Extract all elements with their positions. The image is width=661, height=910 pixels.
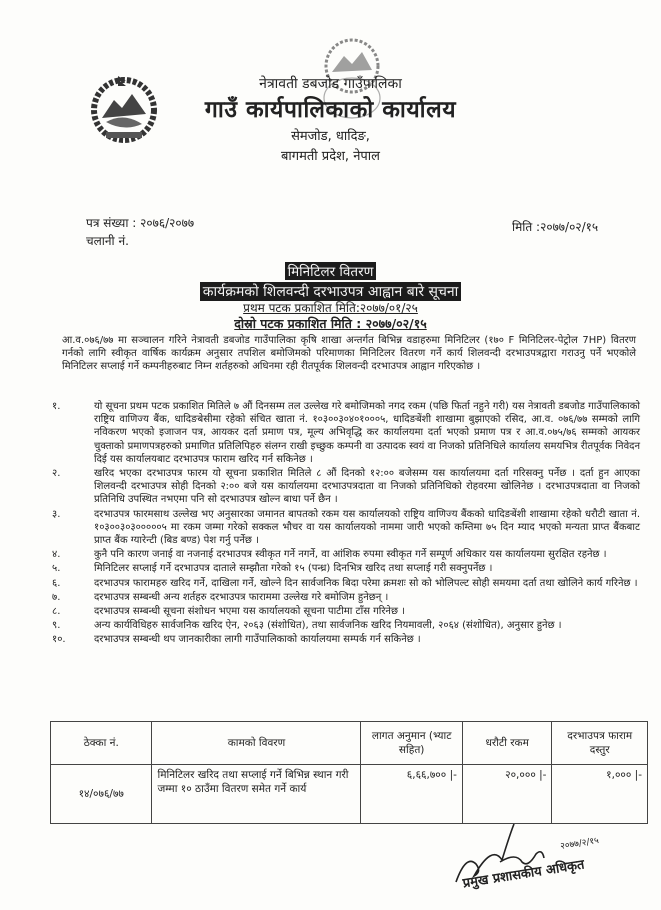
table-header-row [51, 722, 648, 765]
header-deposit: धरौटी रकम [462, 722, 552, 765]
table-row [51, 765, 648, 824]
condition-item: ८. दरभाउपत्र सम्बन्धी सूचना संशोधन भएमा यस कार्यालयको सूचना पाटीमा टाँस गरिनेछ । [52, 606, 405, 618]
cell-form-fee: १,००० |- [552, 765, 648, 824]
letter-number: पत्र संख्या : २०७६/२०७७ [86, 216, 195, 230]
notice-intro: आ.व.०७६/७७ मा सञ्चालन गरिने नेत्रावती डबजोड गाउँपालिका कृषि शाखा अन्तर्गत बिभिन्न वडाहरुमा मिनिटिलर (१७० F मिनिटिलर-पेट्रोल 7HP) वितरण गर्नको लागि स्वीकृत वार्षिक कार्यक्रम अनुसार तपशिल बमोजिमको परिमाणका मिनिटिलर वितरण गर्ने कार्य शिलवन्दी दरभाउपत्रद्वारा गराउनु पर्ने भएकोले मिनिटिलर सप्लाई गर्ने कम्पनीहरुबाट निम्न शर्तहरुको अधिनमा रही रीतपूर्वक शिलवन्दी दरभाउपत्र आह्वान गरिएकोछ । [62, 335, 636, 372]
condition-item: ५. मिनिटिलर सप्लाई गर्ने दरभाउपत्र दाताले सम्झौता गरेको १५ (पन्ध्र) दिनभित्र खरिद तथा सप्लाई गरी सक्नुपर्नेछ । [52, 563, 493, 575]
header-form-fee: दरभाउपत्र फाराम दस्तुर [552, 722, 648, 765]
signatory-title: प्रमुख प्रशासकीय अधिकृत [461, 857, 586, 892]
notice-title-line2: कार्यक्रमको शिलवन्दी दरभाउपत्र आह्वान बारे सूचना [0, 282, 661, 301]
header-work-description: कामको विवरण [152, 722, 361, 765]
header-contract-no: ठेक्का नं. [51, 722, 152, 765]
condition-item: १. यो सूचना प्रथम पटक प्रकाशित मितिले ७ औं दिनसम्म तल उल्लेख गरे बमोजिमको नगद रकम (पछि फिर्ता नहुने गरी) यस नेत्रावती डबजोड गाउँपालिकाको राष्ट्रिय वाणिज्य बैंक, धादिङबेसीमा रहेको संचित खाता नं. १०३००३०४०१०००५, धादिङबेंशी शाखामा बुझाएको रसिद, आ.व. ०७६/७७ सम्मको लागि नविकरण भएको इजाजन पत्र, आयकर दर्ता प्रमाण पत्र, मूल्य अभिवृद्धि कर कार्यालयमा दर्ता भएको प्रमाण पत्र र आ.व.०७५/७६ सम्मको आयकर चुक्ताको प्रमाणपत्रहरुको प्रमाणित प्रतिलिपिहरु संलग्न राखी इच्छुक कम्पनी वा उत्पादक स्वयं वा निजको प्रतिनिधिले कार्यालय समयभित्र रीतपूर्वक निवेदन दिई यस कार्यालयबाट दरभाउपत्र फाराम खरिद गर्न सकिनेछ । [52, 401, 641, 465]
tender-table [50, 721, 648, 824]
condition-item: ६. दरभाउपत्र फारामहरु खरिद गर्ने, दाखिला गर्ने, खोल्ने दिन सार्वजनिक बिदा परेमा क्रमशः सो को भोलिपल्ट सोही समयमा दर्ता तथा खोलिने कार्य गरिनेछ । [52, 577, 638, 589]
condition-item: ३. दरभाउपत्र फारमसाथ उल्लेख भए अनुसारका जमानत बापतको रकम यस कार्यालयको राष्ट्रिय वाणिज्य बैंकको धादिङबेंशी शाखामा रहेको धरौटी खाता नं. १०३००३०३०००००५ मा रकम जम्मा गरेको सक्कल भौचर वा यस कार्यालयको नाममा जारी भएको कम्तिमा ७५ दिन म्याद भएको मन्यता प्राप्त बैंकबाट प्राप्त बैंक ग्यारेन्टी (बिड बण्ड) पेश गर्नु पर्नेछ । [52, 508, 640, 547]
signature-date: २०७७/२/१५ [559, 836, 600, 852]
second-published-date: दोस्रो पटक प्रकाशित मिति : २०७७/०२/१५ [234, 316, 427, 331]
dispatch-number: चलानी नं. [86, 234, 129, 248]
condition-item: ९. अन्य कार्यविधिहरु सार्वजनिक खरिद ऐन, २०६३ (संशोधित), तथा सार्वजनिक खरिद नियमावली, २०६४ (संशोधित), अनुसार हुनेछ । [52, 620, 562, 632]
office-name: गाउँ कार्यपालिकाको कार्यालय [204, 97, 457, 123]
conditions-list [48, 400, 640, 648]
condition-item: ७. दरभाउपत्र सम्बन्धी अन्य शर्तहरु दरभाउपत्र फाराममा उल्लेख गरे बमोजिम हुनेछन् । [52, 591, 389, 603]
letter-date: मिति :२०७७/०२/१५ [512, 220, 599, 234]
cell-deposit: २०,००० |- [462, 765, 552, 824]
condition-item: ४. कुनै पनि कारण जनाई वा नजनाई दरभाउपत्र स्वीकृत गर्ने नगर्ने, वा आंशिक रुपमा स्वीकृत गर्ने सम्पूर्ण अधिकार यस कार्यालयमा सुरक्षित रहनेछ । [52, 549, 607, 561]
office-province: बागमती प्रदेश, नेपाल [281, 149, 380, 164]
cell-contract-no: १४/०७६/७७ [51, 765, 152, 824]
header-cost-estimate: लागत अनुमान (भ्याट सहित) [361, 722, 462, 765]
cell-cost-estimate: ६,६६,७०० |- [361, 765, 462, 824]
municipality-name: नेत्रावती डबजोड गाउँपालिका [259, 76, 402, 92]
cell-work-description: मिनिटिलर खरिद तथा सप्लाई गर्ने बिभिन्न स्थान गरी जम्मा १० ठाउँमा वितरण समेत गर्ने कार्य [152, 765, 361, 824]
notice-title-line1: मिनिटिलर वितरण [0, 262, 661, 280]
condition-item: २. खरिद भएका दरभाउपत्र फारम यो सूचना प्रकाशित मितिले ८ औं दिनको १२:०० बजेसम्म यस कार्यालयमा दर्ता गरिसक्नु पर्नेछ । दर्ता हुन आएका शिलवन्दी दरभाउपत्र सोही दिनको २:०० बजे यस कार्यालयमा दरभाउपत्रदाता वा निजको प्रतिनिधिको रोहवरमा खोलिनेछ । दरभाउपत्रदाता वा निजको प्रतिनिधि उपस्थित नभएमा पनि सो दरभाउपत्र खोल्न बाधा पर्ने छैन । [52, 468, 640, 506]
condition-item: १०. दरभाउपत्र सम्बन्धी थप जानकारीका लागी गाउँपालिकाको कार्यालयमा सम्पर्क गर्न सकिनेछ । [52, 634, 421, 646]
office-location: सेमजोड, धादिङ, [291, 129, 370, 144]
first-published-date: प्रथम पटक प्रकाशित मिति:२०७७/०१/२५ [243, 301, 418, 315]
